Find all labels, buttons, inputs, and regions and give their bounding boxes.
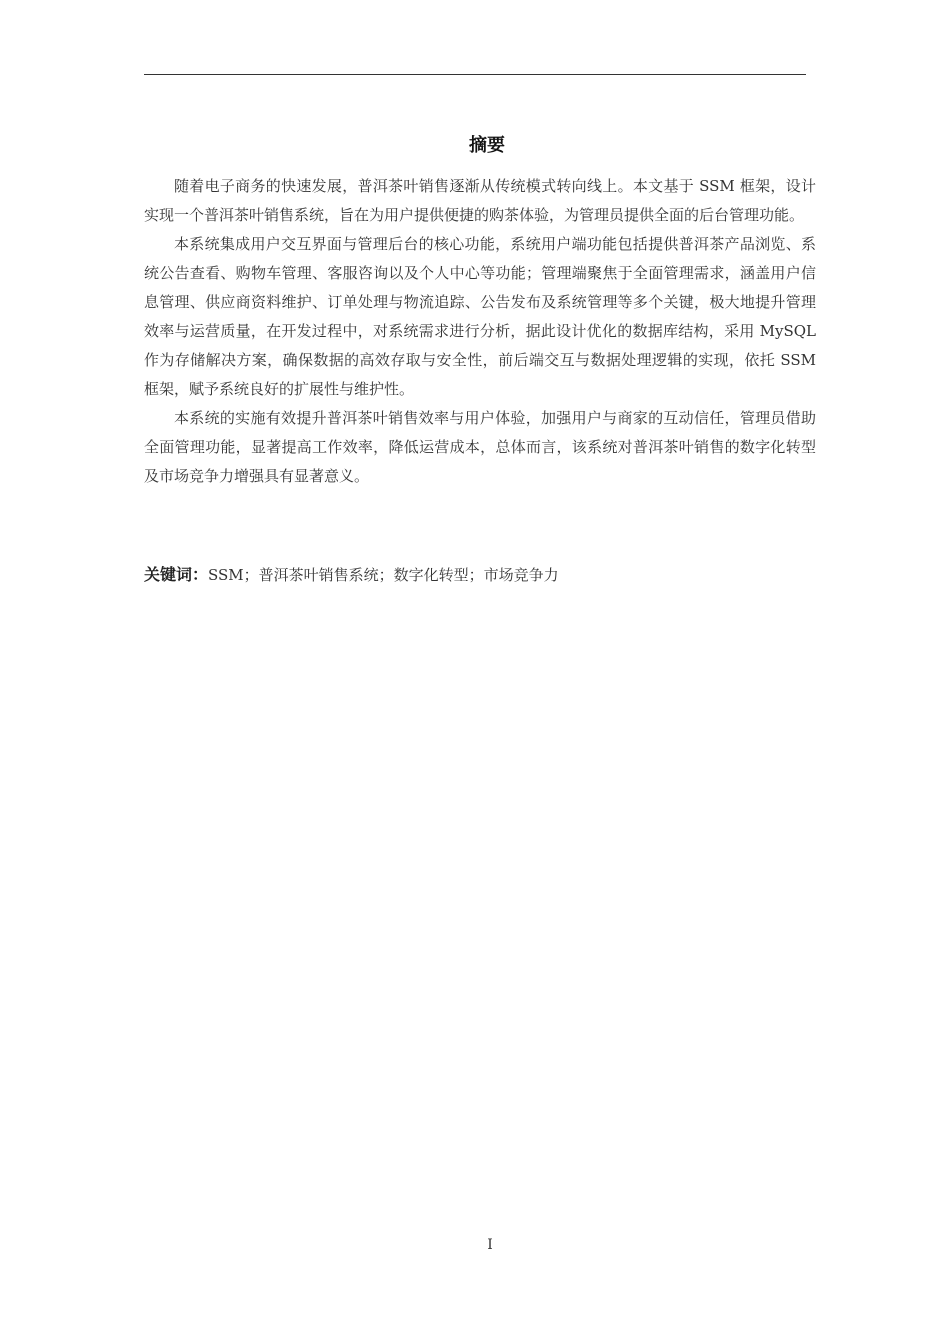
abstract-body [144,172,816,491]
abstract-paragraph: 本系统的实施有效提升普洱茶叶销售效率与用户体验，加强用户与商家的互动信任，管理员借助全面管理功能，显著提高工作效率，降低运营成本，总体而言，该系统对普洱茶叶销售的数字化转型及市场竞争力增强具有显著意义。 [144,409,816,485]
abstract-paragraph: 本系统集成用户交互界面与管理后台的核心功能，系统用户端功能包括提供普洱茶产品浏览、系统公告查看、购物车管理、客服咨询以及个人中心等功能；管理端聚焦于全面管理需求，涵盖用户信息管理、供应商资料维护、订单处理与物流追踪、公告发布及系统管理等多个关键，极大地提升管理效率与运营质量，在开发过程中，对系统需求进行分析，据此设计优化的数据库结构，采用 MySQL 作为存储解决方案，确保数据的高效存取与安全性，前后端交互与数据处理逻辑的实现，依托 SSM 框架，赋予系统良好的扩展性与维护性。 [144,235,816,398]
keywords-label: 关键词： [144,565,209,584]
page-number: I [487,1237,493,1253]
keywords-line [144,563,559,587]
abstract-paragraph: 随着电子商务的快速发展，普洱茶叶销售逐渐从传统模式转向线上。本文基于 SSM 框架，设计实现一个普洱茶叶销售系统，旨在为用户提供便捷的购茶体验，为管理员提供全面的后台管理功能。 [144,177,816,224]
keywords-text: SSM；普洱茶叶销售系统；数字化转型；市场竞争力 [208,566,559,584]
page-title: 摘要 [469,135,505,156]
header-rule [144,74,806,75]
